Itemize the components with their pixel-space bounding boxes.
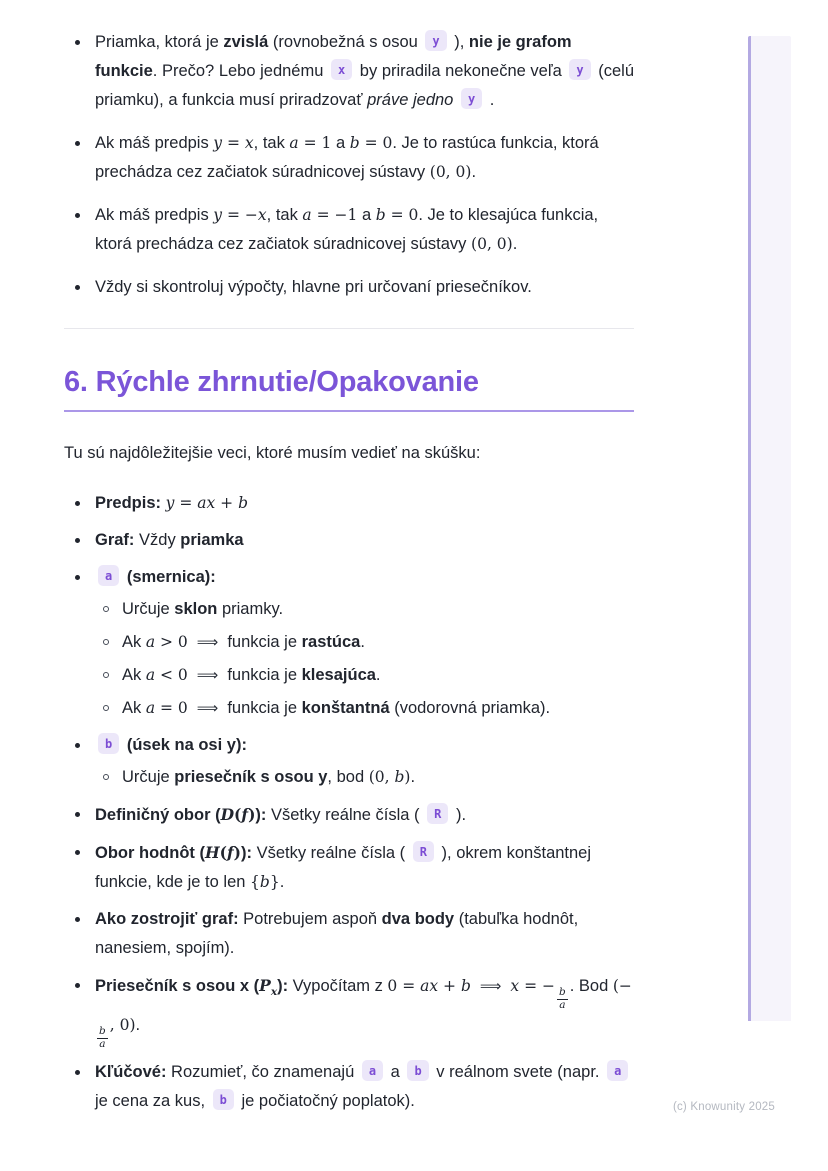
text-segment: ):: [277, 977, 289, 995]
inline-code-chip: b: [213, 1089, 234, 1110]
text-segment: f: [241, 805, 249, 824]
text-segment: klesajúca: [301, 666, 376, 684]
text-segment: .: [375, 666, 381, 684]
inline-code-chip: y: [425, 30, 446, 51]
inline-code-chip: b: [98, 733, 119, 754]
text-segment: Ak: [122, 699, 146, 717]
section-intro: Tu sú najdôležitejšie veci, ktoré musím vedieť na skúšku:: [64, 444, 481, 462]
math-fraction: $\frac{b}{a}$: [559, 986, 566, 1011]
text-segment: funkcia je: [227, 633, 302, 651]
text-segment: .: [135, 1016, 141, 1035]
text-segment: (rovnobežná s osou: [268, 33, 423, 51]
text-segment: = −: [222, 206, 258, 224]
text-segment: ⟹: [479, 977, 502, 995]
summary-bullet-list: [64, 489, 634, 1116]
text-segment: Priesečník s osou x (: [95, 977, 260, 995]
text-segment: .: [471, 163, 477, 181]
text-segment: a: [145, 699, 156, 717]
text-segment: [453, 91, 458, 109]
text-segment: > 0: [155, 633, 188, 651]
text-segment: y: [165, 494, 175, 512]
text-segment: práve jedno: [367, 91, 454, 109]
notes-bullet-list: [64, 28, 634, 302]
sub-list: [95, 595, 634, 723]
text-segment: b: [394, 768, 405, 786]
text-segment: Definičný obor (: [95, 806, 221, 824]
sub-list-item: [95, 661, 634, 690]
text-segment: priesečník s osou y: [174, 768, 328, 786]
text-segment: = 0: [385, 206, 419, 224]
text-segment: ): [248, 805, 256, 824]
inline-code-chip: x: [331, 59, 352, 80]
text-segment: a: [302, 206, 312, 224]
sub-list-item: [95, 595, 634, 624]
text-segment: ):: [240, 844, 252, 862]
text-segment: Ak: [122, 666, 146, 684]
text-segment: b: [238, 494, 248, 512]
text-segment: ).: [451, 806, 467, 824]
math-fraction: $\frac{b}{a}$: [99, 1025, 106, 1050]
text-segment: . Prečo? Lebo jednému: [152, 62, 328, 80]
text-segment: Všetky reálne čísla (: [266, 806, 425, 824]
text-segment: = 0: [359, 134, 393, 152]
text-segment: , 0): [109, 1016, 136, 1035]
text-segment: (smernica):: [126, 568, 216, 586]
text-segment: je cena za kus,: [95, 1092, 210, 1111]
list-item: [64, 971, 634, 1050]
text-segment: Priamka, ktorá je: [95, 33, 224, 51]
text-segment: Vždy: [134, 531, 181, 549]
text-segment: nie je grafom funkcie: [95, 33, 572, 80]
text-segment: .: [512, 235, 518, 253]
list-item: [64, 905, 634, 963]
text-segment: ),: [449, 33, 469, 51]
text-segment: y: [213, 134, 223, 152]
text-segment: D: [220, 805, 235, 824]
list-item: [64, 201, 634, 259]
text-segment: = −1: [311, 206, 358, 224]
text-segment: x: [270, 986, 278, 998]
text-segment: ⟹: [196, 666, 219, 684]
text-segment: f: [226, 843, 234, 862]
text-segment: {: [250, 873, 260, 891]
text-segment: x: [244, 134, 254, 152]
text-segment: , bod: [327, 768, 369, 786]
text-segment: funkcia je: [227, 666, 302, 684]
text-segment: .: [485, 91, 495, 109]
text-segment: .: [279, 873, 285, 891]
text-segment: (0, 0): [471, 235, 513, 253]
text-segment: Rozumieť, čo znamenajú: [166, 1063, 359, 1082]
text-segment: Vždy si skontroluj výpočty, hlavne pri určovaní priesečníkov.: [95, 278, 532, 296]
heading-underline: [64, 410, 634, 412]
text-segment: (0, 0): [429, 163, 472, 181]
list-item: [64, 526, 634, 555]
text-segment: Ak: [122, 633, 146, 651]
text-segment: Určuje: [122, 600, 175, 618]
inline-code-chip: R: [427, 803, 448, 824]
text-segment: v reálnom svete (napr.: [431, 1063, 605, 1082]
text-segment: , tak: [266, 206, 303, 224]
text-segment: ⟹: [196, 633, 219, 651]
text-segment: zvislá: [223, 33, 269, 51]
text-segment: a: [145, 666, 156, 684]
sub-list-item: [95, 628, 634, 657]
list-item: [64, 489, 634, 518]
content-column: [64, 28, 634, 1124]
text-segment: Všetky reálne čísla (: [251, 844, 410, 862]
text-segment: priamka: [180, 531, 244, 549]
text-segment: ): [233, 843, 241, 862]
text-segment: H: [204, 843, 220, 862]
list-item: [64, 800, 634, 830]
sub-list-item: [95, 763, 634, 792]
list-item: [64, 563, 634, 723]
text-segment: (: [234, 805, 242, 824]
text-segment: a: [145, 633, 156, 651]
inline-code-chip: b: [407, 1060, 428, 1081]
text-segment: Predpis:: [95, 494, 162, 512]
text-segment: Kľúčové:: [95, 1063, 167, 1082]
text-segment: +: [438, 977, 461, 995]
text-segment: 0 =: [387, 977, 421, 995]
text-segment: je počiatočný poplatok).: [236, 1092, 415, 1111]
inline-code-chip: a: [98, 565, 119, 586]
text-segment: b: [259, 873, 270, 891]
text-segment: y: [213, 206, 223, 224]
text-segment: = 1: [298, 134, 332, 152]
text-segment: Určuje: [122, 768, 175, 786]
footer-copyright: (c) Knowunity 2025: [672, 1101, 775, 1113]
text-segment: .: [410, 768, 416, 786]
text-segment: =: [222, 134, 245, 152]
text-segment: (celú priamku), a funkcia musí priradzovať: [95, 62, 635, 109]
text-segment: (vodorovná priamka).: [389, 699, 551, 717]
inline-code-chip: R: [413, 841, 434, 862]
text-segment: a: [357, 206, 376, 224]
text-segment: Ako zostrojiť graf:: [95, 910, 239, 928]
text-segment: P: [259, 976, 271, 995]
scrollbar[interactable]: [748, 36, 791, 1021]
section-heading: 6. Rýchle zhrnutie/Opakovanie: [64, 366, 479, 398]
text-segment: < 0: [155, 666, 188, 684]
text-segment: b: [460, 977, 471, 995]
inline-code-chip: y: [461, 88, 482, 109]
text-segment: Vypočítam z: [288, 977, 388, 995]
text-segment: (0,: [368, 768, 395, 786]
text-segment: .: [360, 633, 365, 651]
text-segment: Ak máš predpis: [95, 134, 214, 152]
text-segment: . Bod: [569, 977, 613, 995]
sub-list-item: [95, 694, 634, 723]
text-segment: ):: [255, 806, 267, 824]
text-segment: , tak: [253, 134, 290, 152]
text-segment: }: [269, 873, 280, 891]
text-segment: Potrebujem aspoň: [238, 910, 382, 928]
text-segment: = 0: [155, 699, 188, 717]
sub-list: [95, 763, 634, 792]
text-segment: . Je to rastúca funkcia, ktorá prechádza cez začiatok súradnicovej sústavy: [95, 134, 599, 181]
text-segment: ⟹: [196, 699, 219, 717]
text-segment: . Je to klesajúca funkcia, ktorá prechádza cez začiatok súradnicovej sústavy: [95, 206, 599, 253]
text-segment: ): [404, 768, 411, 786]
text-segment: funkcia je: [227, 699, 302, 717]
text-segment: Ak máš predpis: [95, 206, 214, 224]
inline-code-chip: y: [569, 59, 590, 80]
text-segment: +: [215, 494, 239, 512]
text-segment: priamky.: [217, 600, 284, 618]
text-segment: b: [349, 134, 360, 152]
text-segment: b: [375, 206, 386, 224]
text-segment: ax: [197, 494, 216, 512]
list-item: [64, 731, 634, 792]
list-item: [64, 273, 634, 302]
inline-code-chip: a: [607, 1060, 628, 1081]
list-item: [64, 838, 634, 897]
text-segment: ), okrem konštantnej funkcie, kde je to len: [95, 844, 592, 891]
text-segment: (: [219, 843, 227, 862]
text-segment: (tabuľka hodnôt, nanesiem, spojím).: [95, 910, 579, 957]
text-segment: by priradila nekonečne veľa: [355, 62, 567, 80]
text-segment: dva body: [381, 910, 455, 928]
text-segment: a: [386, 1063, 405, 1082]
section-divider: [64, 328, 634, 329]
text-segment: a: [331, 134, 350, 152]
list-item: [64, 28, 634, 115]
text-segment: (úsek na osi y):: [126, 736, 247, 754]
text-segment: x: [257, 206, 267, 224]
list-item: [64, 129, 634, 187]
text-segment: x: [510, 977, 520, 995]
text-segment: sklon: [174, 600, 218, 618]
text-segment: (−: [612, 977, 632, 995]
text-segment: Graf:: [95, 531, 135, 549]
text-segment: konštantná: [301, 699, 390, 717]
text-segment: a: [289, 134, 299, 152]
list-item: [64, 1058, 634, 1116]
text-segment: Obor hodnôt (: [95, 844, 205, 862]
text-segment: = −: [519, 977, 555, 995]
text-segment: rastúca: [301, 633, 361, 651]
text-segment: =: [174, 494, 198, 512]
text-segment: ax: [420, 977, 439, 995]
inline-code-chip: a: [362, 1060, 383, 1081]
